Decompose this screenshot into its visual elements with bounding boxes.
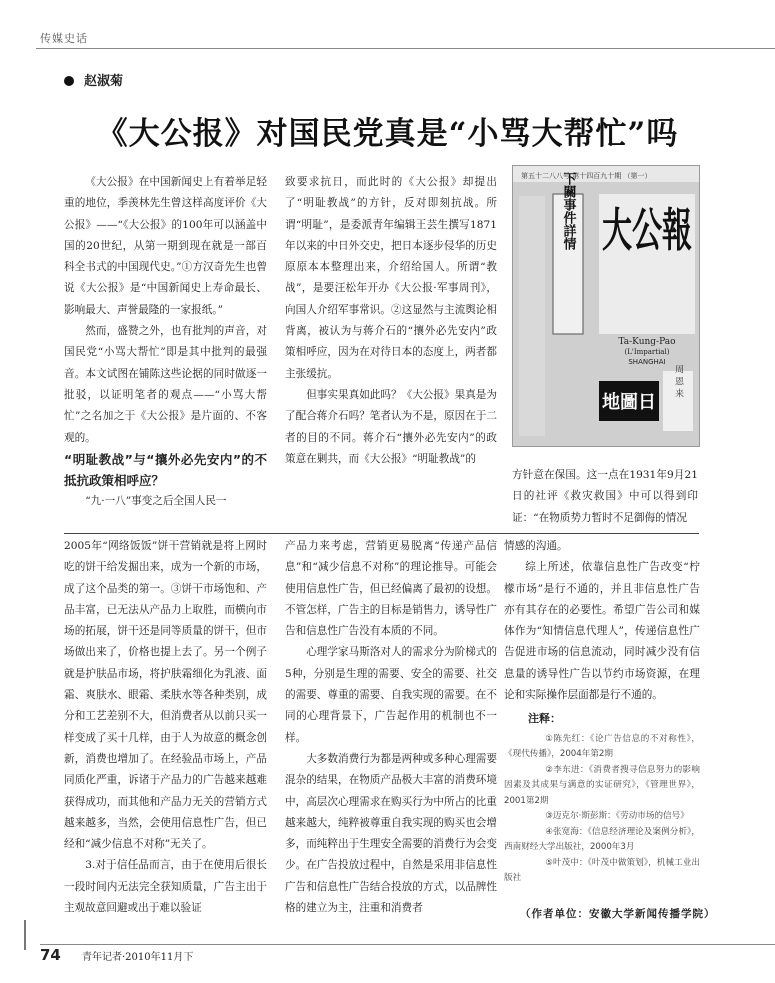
- lower-column-2: [285, 536, 497, 932]
- article-title: 《大公报》对国民党真是“小骂大帮忙”吗: [96, 116, 679, 152]
- paragraph: 大多数消费行为都是两种或多种心理需要混杂的结果，在物质产品极大丰富的消费环境中，高层次心理需求在购买行为中所占的比重越来越大，纯粹被尊重自我实现的购买也会增多，而纯粹出于生理安全需要的消费行为会变少。在广告投放过程中，自然是采用非信息性广告和信息性广告结合投放的方式，以品牌性格的建立为主，注重和消费者: [285, 752, 497, 915]
- upper-column-3: [512, 465, 698, 531]
- paragraph: 《大公报》在中国新闻史上有着举足轻重的地位，季羡林先生曾这样高度评价《大公报》——“《大公报》的100年可以涵盖中国的20世纪，从第一期到现在就是一部百科全书式的中国现代史。”①方汉奇先生也曾说《大公报》是“中国新闻史上寿命最长、影响最大、声誉最隆的一家报纸。”: [64, 176, 267, 316]
- bullet-icon: [64, 76, 74, 86]
- paragraph: 2005年“网络饭饭”饼干营销就是将上网时吃的饼干给发掘出来，成为一个新的市场，成了这个品类的第一。③饼干市场饱和、产品丰富，已无法从产品力上取胜，而横向市场的拓展，饼干还是同等质量的饼干，但市场做出来了，价格也提上去了。另一个例子就是护肤品市场，将护肤霜细化为乳液、面霜、爽肤水、眼霜、柔肤水等各种类别，成分和工艺差别不大，但消费者从以前只买一样变成了买十几样，由于人为故意的概念创新，消费也增加了。在经验品市场上，产品同质化严重，诉诸于产品力的广告越来越难获得成功，而其他和产品力无关的营销方式越来越多，当然，会使用信息性广告，但已经和“减少信息不对称”无关了。: [64, 540, 267, 851]
- photo-city: SHANGHAI: [628, 358, 666, 366]
- page-number: 74: [40, 946, 61, 964]
- paragraph: 方针意在保国。这一点在1931年9月21日的社评《救灾救国》中可以得到印证：“在物质势力暂时不足御侮的情况: [512, 469, 698, 524]
- paragraph: 致要求抗日，而此时的《大公报》却提出了“明耻教战”的方针，反对即刻抗战。所谓“明耻”，是委派青年编辑王芸生撰写1871年以来的中日外交史，把日本逐步侵华的历史原原本本整理出来，介绍给国人。所谓“教战”，是要汪松年开办《大公报·军事周刊》，向国人介绍军事常识。②这显然与主流舆论相背离，被认为与蒋介石的“攘外必先安内”政策相呼应，因为在对待日本的态度上，两者都主张缓抗。: [285, 176, 497, 380]
- note-item: ②李东进：《消费者搜寻信息努力的影响因素及其成果与满意的实证研究》，《管理世界》，2001第2期: [504, 764, 700, 806]
- newspaper-photo: [512, 165, 700, 447]
- paragraph: 然而，盛赞之外，也有批判的声音，对国民党“小骂大帮忙”即是其中批判的最强音。本文试图在铺陈这些论据的同时做逐一批驳，以证明笔者的观点——“小骂大帮忙”之名加之于《大公报》是片面的、不客观的。: [64, 325, 267, 444]
- lower-column-3: [504, 536, 700, 906]
- paragraph: 心理学家马斯洛对人的需求分为阶梯式的5种，分别是生理的需要、安全的需要、社交的需要、尊重的需要、自我实现的需要。在不同的心理背景下，广告起作用的机制也不一样。: [285, 646, 497, 744]
- photo-side-text: 周 恩 来: [673, 364, 683, 398]
- lower-column-1: [64, 536, 267, 932]
- photo-subheading: 下關事件詳情: [560, 172, 576, 250]
- photo-stamp: 地圖日: [602, 392, 656, 413]
- note-item: ④张宽海：《信息经济理论及案例分析》，西南财经大学出版社，2000年3月: [504, 826, 700, 853]
- author-affiliation: （作者单位：安徽大学新闻传播学院）: [520, 908, 716, 920]
- footer-left-rule: [24, 920, 26, 950]
- photo-big-chars: 大公報: [602, 203, 692, 257]
- header-rule: [36, 48, 775, 49]
- section-divider: [64, 533, 699, 534]
- paragraph: 3.对于信任品而言，由于在使用后很长一段时间内无法完全获知质量，广告主出于主观故意回避或出于难以验证: [64, 859, 267, 915]
- upper-column-2: [285, 172, 497, 528]
- paragraph: 产品力来考虑，营销更易脱离“传递产品信息”和“减少信息不对称”的理论推导。可能会使用信息性广告，但已经偏离了最初的设想。不管怎样，广告主的目标是销售力，诱导性广告和信息性广告没有本质的不同。: [285, 540, 497, 638]
- photo-masthead-line: 第五十二八八号 第十四百九十期 （第一）: [521, 172, 652, 180]
- section-label: 传媒史话: [40, 32, 88, 45]
- newspaper-illustration: [513, 166, 699, 446]
- note-item: ①陈先红：《论广告信息的不对称性》，《现代传播》，2004年第2期: [504, 733, 700, 760]
- footer-rule: [40, 944, 775, 945]
- paragraph: 但事实果真如此吗？《大公报》果真是为了配合蒋介石吗？笔者认为不是，原因在于二者的目的不同。蒋介石“攘外必先安内”的政策意在剿共，而《大公报》“明耻教战”的: [285, 388, 497, 465]
- section-subheading: “明耻教战”与“攘外必先安内”的不抵抗政策相呼应？: [64, 451, 267, 488]
- paragraph: 综上所述，依靠信息性广告改变“柠檬市场”是行不通的，并且非信息性广告亦有其存在的必要性。希望广告公司和媒体作为“知情信息代理人”，传递信息性广告促进市场的信息流动，同时减少没有信息量的诱导性广告以节约市场资源，在理论和实际操作层面都是行不通的。: [504, 561, 700, 702]
- note-item: ③迈克尔·斯彭斯：《劳动市场的信号》: [545, 811, 689, 822]
- upper-column-1: [64, 172, 267, 528]
- note-item: ⑤叶茂中：《叶茂中做策划》，机械工业出版社: [504, 857, 700, 884]
- paragraph: 情感的沟通。: [504, 540, 568, 552]
- notes-title: 注释：: [528, 712, 561, 726]
- photo-latin2: (L'Impartial): [624, 348, 670, 356]
- author-name: 赵淑菊: [84, 74, 124, 89]
- paragraph: “九·一八”事变之后全国人民一: [85, 494, 227, 507]
- author-line: [64, 70, 123, 89]
- publication-info: 青年记者·2010年11月下: [82, 952, 194, 963]
- photo-latin: Ta-Kung-Pao: [618, 337, 676, 347]
